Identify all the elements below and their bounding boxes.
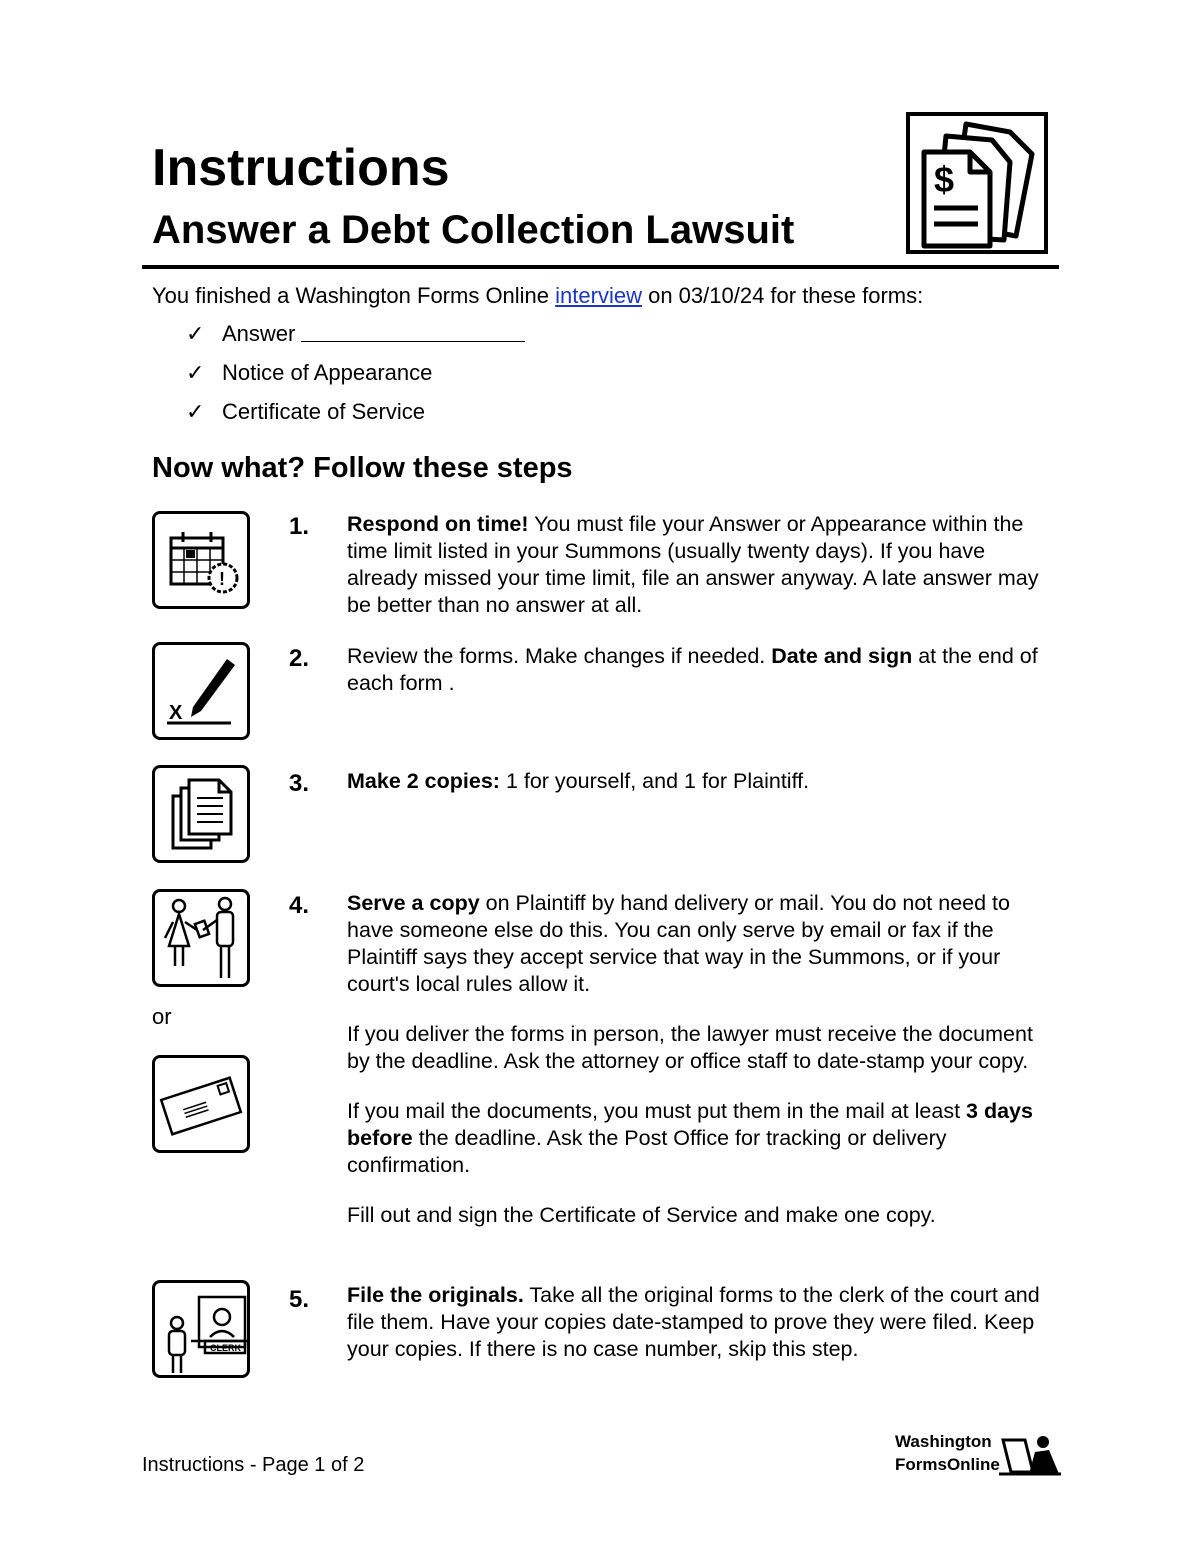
- page-title: Instructions: [152, 139, 450, 197]
- step-body: You must file your Answer or Appearance within the time limit listed in your Summons (usually twenty days). If you have already missed your time limit, file an answer anyway. A late answer may be better than no answer at all.: [347, 512, 1039, 617]
- copies-icon: [152, 765, 250, 863]
- step-text: [347, 890, 1057, 1252]
- step-bold: Date and sign: [771, 644, 913, 668]
- list-item: [186, 397, 525, 436]
- svg-text:!: !: [219, 569, 225, 589]
- interview-link[interactable]: interview: [555, 283, 642, 308]
- svg-text:X: X: [169, 702, 183, 724]
- svg-text:$: $: [934, 159, 955, 200]
- page-footer: Instructions - Page 1 of 2: [142, 1454, 365, 1476]
- forms-list: [186, 319, 525, 436]
- step-number: 3.: [289, 770, 310, 797]
- step-bold: Make 2 copies:: [347, 769, 500, 793]
- check-icon: ✓: [186, 360, 205, 385]
- step-number: 4.: [289, 892, 310, 919]
- intro-text: [152, 281, 923, 311]
- hand-delivery-icon: [152, 889, 250, 987]
- step-text: [347, 768, 1057, 818]
- forms-online-logo: [895, 1430, 1065, 1480]
- header-divider: [142, 265, 1059, 269]
- form-label: Notice of Appearance: [222, 360, 433, 385]
- step-number: 1.: [289, 513, 310, 540]
- clerk-label: CLERK: [210, 1343, 241, 1353]
- step-text: [347, 511, 1057, 642]
- step-bold: File the originals.: [347, 1283, 524, 1307]
- or-label: or: [152, 1004, 172, 1029]
- step-text: [347, 643, 1057, 720]
- step-body: at the end of each form .: [347, 644, 1038, 695]
- step-number: 2.: [289, 645, 310, 672]
- intro-suffix: on 03/10/24 for these forms:: [641, 283, 924, 308]
- invoice-documents-icon: [906, 112, 1048, 254]
- step-bold: 3 days before: [347, 1099, 1033, 1150]
- logo-line-2: FormsOnline: [895, 1455, 1000, 1474]
- step-bold: Serve a copy: [347, 891, 480, 915]
- form-label: Answer: [222, 321, 296, 346]
- page-subtitle: Answer a Debt Collection Lawsuit: [152, 208, 795, 252]
- step-paragraph: Fill out and sign the Certificate of Service and make one copy.: [347, 1203, 936, 1227]
- logo-line-1: Washington: [895, 1432, 992, 1451]
- intro-prefix: You finished a Washington Forms Online: [152, 283, 556, 308]
- step-body: If you mail the documents, you must put them in the mail at least: [347, 1099, 967, 1123]
- forms-online-logo-icon: [999, 1434, 1061, 1478]
- step-bold: Respond on time!: [347, 512, 529, 536]
- mail-envelope-icon: [152, 1055, 250, 1153]
- form-label: Certificate of Service: [222, 399, 425, 424]
- check-icon: ✓: [186, 399, 205, 424]
- steps-heading: Now what? Follow these steps: [152, 452, 573, 484]
- list-item: [186, 358, 525, 397]
- step-body: the deadline. Ask the Post Office for tracking or delivery confirmation.: [347, 1126, 947, 1177]
- sign-pen-icon: [152, 642, 250, 740]
- step-body: on Plaintiff by hand delivery or mail. You do not need to have someone else do this. You can only serve by email or fax if the Plaintiff says they accept service that way in the Summons, or if your court's local rules allow it.: [347, 891, 1010, 996]
- step-text: [347, 1282, 1057, 1386]
- step-body: Take all the original forms to the clerk of the court and file them. Have your copies date-stamped to prove they were filed. Keep your copies. If there is no case number, skip this step.: [347, 1283, 1040, 1361]
- blank-line: [301, 319, 525, 342]
- court-clerk-icon: [152, 1280, 250, 1378]
- list-item: [186, 319, 525, 358]
- check-icon: ✓: [186, 321, 205, 346]
- step-body: 1 for yourself, and 1 for Plaintiff.: [499, 769, 810, 793]
- step-paragraph: If you deliver the forms in person, the lawyer must receive the document by the deadline. Ask the attorney or office staff to date-stamp your copy.: [347, 1022, 1033, 1073]
- calendar-alert-icon: [152, 511, 250, 609]
- step-number: 5.: [289, 1286, 310, 1313]
- step-body: Review the forms. Make changes if needed.: [347, 644, 772, 668]
